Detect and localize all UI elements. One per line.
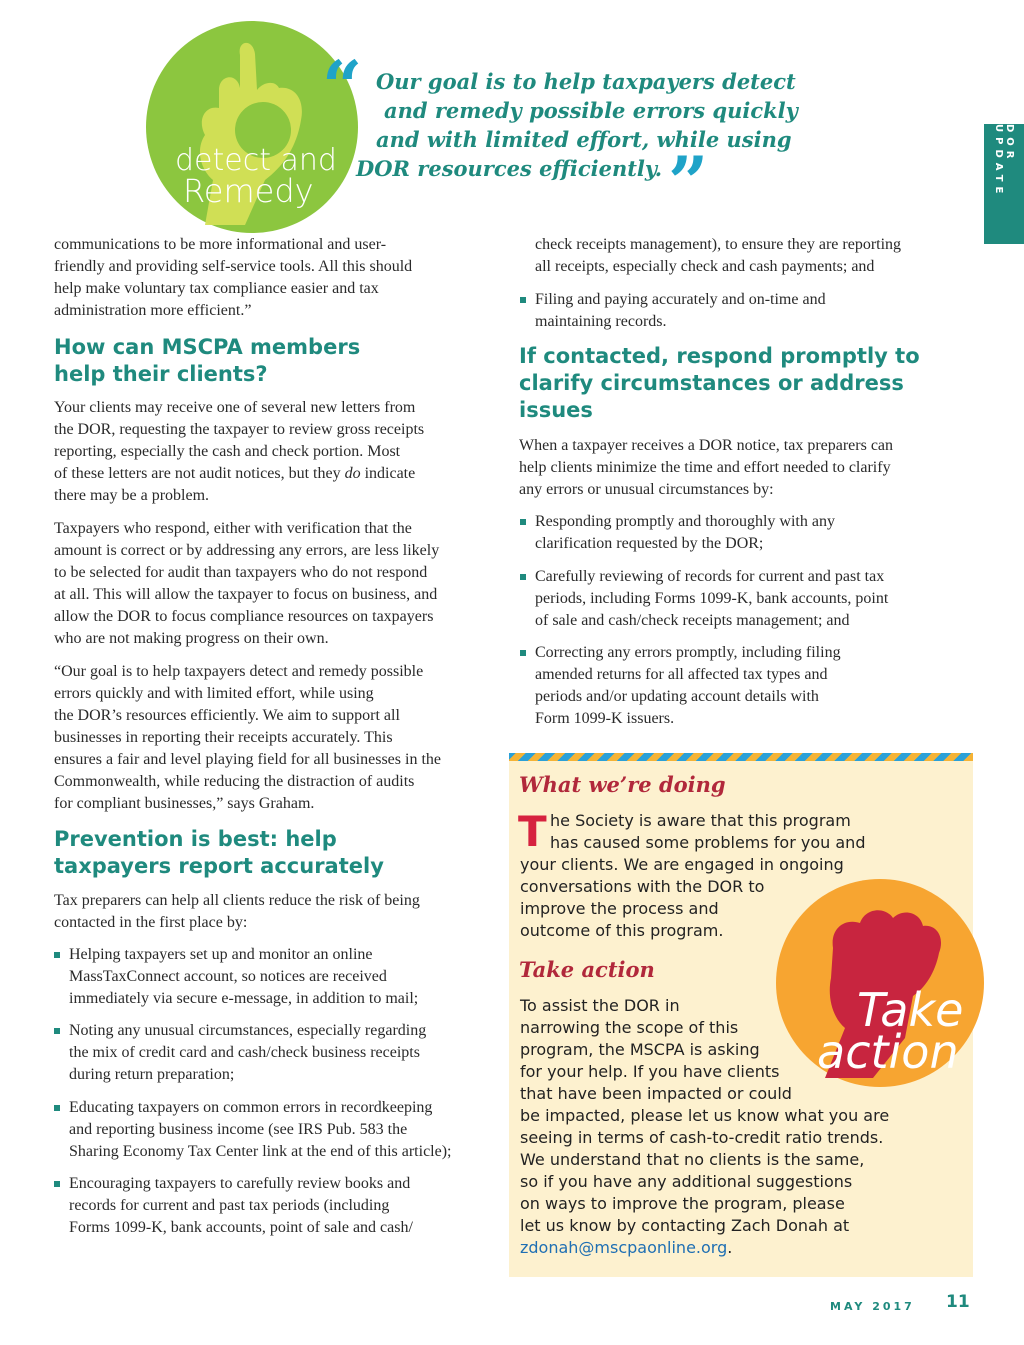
bullet-square-icon bbox=[520, 650, 526, 656]
pull-quote-line: and with limited effort, while using bbox=[376, 127, 792, 152]
bullet-square-icon bbox=[520, 574, 526, 580]
sidebar-title-take-action: Take action bbox=[519, 957, 655, 982]
sidebar-doing-text-b: your clients. We are engaged in ongoing conversations with the DOR to improve the process and outcome of this program. bbox=[520, 855, 844, 940]
heading-if-contacted: If contacted, respond promptly to clarify circumstances or address issues bbox=[519, 344, 920, 422]
list-item: Correcting any errors promptly, including filing amended returns for all affected tax types and periods and/or updating account details with Form 1099-K issuers. bbox=[535, 642, 841, 730]
close-quote-icon: ” bbox=[668, 141, 709, 224]
list-item: Noting any unusual circumstances, especially regarding the mix of credit card and cash/check business receipts during return preparation; bbox=[69, 1020, 426, 1086]
list-item: Filing and paying accurately and on-time and maintaining records. bbox=[535, 289, 826, 333]
list-item: Helping taxpayers set up and monitor an online MassTaxConnect account, so notices are received immediately via secure e-message, in addition to mail; bbox=[69, 944, 418, 1010]
paragraph-graham-quote: “Our goal is to help taxpayers detect and remedy possible errors quickly and with limited effort, while using the DOR’s resources efficiently. We aim to support all businesses in reporting their receipts accurately. This ensures a fair and level playing field for all businesses in the Commonwealth, while reducing the distraction of audits for compliant businesses,” says Graham. bbox=[54, 663, 441, 812]
bullet-square-icon bbox=[54, 1105, 60, 1111]
sidebar-doing-text-a: he Society is aware that this program has caused some problems for you and bbox=[550, 811, 866, 852]
open-quote-icon: “ bbox=[322, 45, 363, 128]
section-tab bbox=[984, 124, 1024, 244]
drop-cap: T bbox=[518, 807, 547, 856]
list-item: Educating taxpayers on common errors in recordkeeping and reporting business income (see IRS Pub. 583 the Sharing Economy Tax Center link at the end of this article); bbox=[69, 1097, 451, 1163]
list-item: Responding promptly and thoroughly with any clarification requested by the DOR; bbox=[535, 511, 835, 555]
bullet-square-icon bbox=[54, 1028, 60, 1034]
continued-bullet-text: check receipts management), to ensure they are reporting all receipts, especially check and cash payments; and bbox=[535, 236, 902, 275]
page-number: 11 bbox=[946, 1292, 970, 1312]
bullet-square-icon bbox=[520, 519, 526, 525]
paragraph-dor-notice: When a taxpayer receives a DOR notice, tax preparers can help clients minimize the time and effort needed to clarify any errors or unusual circumstances by: bbox=[519, 437, 894, 498]
bullet-square-icon bbox=[520, 297, 526, 303]
email-link[interactable]: zdonah@mscpaonline.org bbox=[520, 1238, 728, 1257]
pull-quote-line: Our goal is to help taxpayers detect bbox=[376, 69, 796, 94]
issue-date: MAY 2017 bbox=[830, 1300, 915, 1313]
paragraph-new-letters: Your clients may receive one of several new letters from the DOR, requesting the taxpayer to review gross receipts reporting, especially the cash and check portion. Most of these letters are not audit notices, but they do indicate there may be a problem. bbox=[54, 399, 425, 504]
sidebar-action-text: To assist the DOR in narrowing the scope of this program, the MSCPA is asking for your help. If you have clients that have been impacted or could be impacted, please let us know what you are seeing in terms of cash-to-credit ratio trends. We understand that no clients is the same, so if you have any additional suggestions on ways to improve the program, please let us know by contacting Zach Donah at zdonah@mscpaonline.org. bbox=[520, 996, 890, 1257]
section-tab-label: DOR UPDATE bbox=[993, 124, 1015, 199]
badge-label-line1: Take bbox=[857, 983, 964, 1037]
bullet-square-icon bbox=[54, 1181, 60, 1187]
heading-prevention: Prevention is best: help taxpayers report accurately bbox=[54, 827, 384, 878]
list-item: Encouraging taxpayers to carefully review books and records for current and past tax periods (including Forms 1099-K, bank accounts, point of sale and cash/ bbox=[69, 1173, 413, 1239]
heading-how-can-members-help: How can MSCPA members help their clients? bbox=[54, 335, 361, 386]
pull-quote-line: and remedy possible errors quickly bbox=[384, 98, 798, 123]
intro-paragraph: communications to be more informational and user- friendly and providing self-service tools. All this should help make voluntary tax compliance easier and tax administration more efficient.” bbox=[54, 236, 413, 319]
illustration-label-line2: Remedy bbox=[183, 172, 314, 210]
list-item: Carefully reviewing of records for current and past tax periods, including Forms 1099-K, bank accounts, point of sale and cash/check receipts management; and bbox=[535, 566, 888, 632]
paragraph-taxpayers-respond: Taxpayers who respond, either with verification that the amount is correct or by addressing any errors, are less likely to be selected for audit than taxpayers who do not respond at all. This will allow the taxpayer to focus on business, and allow the DOR to focus compliance resources on taxpayers who are not making progress on their own. bbox=[54, 520, 440, 647]
paragraph-tax-preparers: Tax preparers can help all clients reduce the risk of being contacted in the first place by: bbox=[54, 892, 420, 931]
sidebar-title-doing: What we’re doing bbox=[519, 772, 726, 797]
sidebar-stripe bbox=[509, 753, 973, 761]
bullet-square-icon bbox=[54, 952, 60, 958]
badge-label-line2: action bbox=[817, 1025, 959, 1079]
pull-quote-line: DOR resources efficiently. bbox=[356, 156, 663, 181]
illustration-label-line1: detect and bbox=[175, 143, 337, 178]
